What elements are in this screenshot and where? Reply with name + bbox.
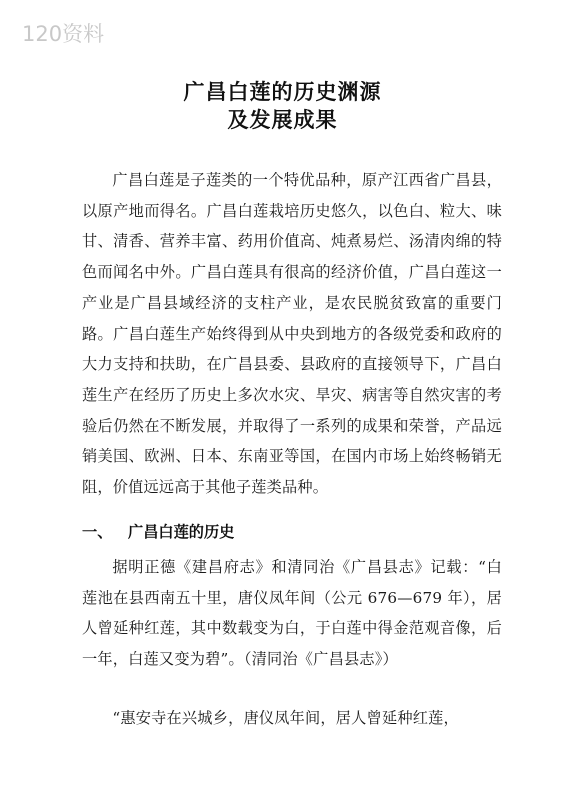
section-heading <box>82 521 234 542</box>
document-title-line-1: 广昌白莲的历史渊源 <box>183 80 382 104</box>
watermark-logo: 120资料 <box>22 22 105 46</box>
history-paragraph-2: “惠安寺在兴城乡，唐仪凤年间，居人曾延种红莲， <box>112 709 459 727</box>
document-title-line-2: 及发展成果 <box>227 108 338 132</box>
section-heading-text: 广昌白莲的历史 <box>128 523 235 541</box>
intro-paragraph: 广昌白莲是子莲类的一个特优品种，原产江西省广昌县，以原产地而得名。广昌白莲栽培历史悠久，以色白、粒大、味甘、清香、营养丰富、药用价值高、炖煮易烂、汤清肉绵的特色而闻名中外。广昌白莲具有很高的经济价值，广昌白莲这一产业是广昌县域经济的支柱产业，是农民脱贫致富的重要门路。广昌白莲生产始终得到从中央到地方的各级党委和政府的大力支持和扶助，在广昌县委、县政府的直接领导下，广昌白莲生产在经历了历史上多次水灾、旱灾、病害等自然灾害的考验后仍然在不断发展，并取得了一系列的成果和荣誉，产品远销美国、欧洲、日本、东南亚等国，在国内市场上始终畅销无阻，价值远远高于其他子莲类品种。 <box>82 171 502 497</box>
section-number: 一、 <box>82 523 113 541</box>
history-paragraph-1: 据明正德《建昌府志》和清同治《广昌县志》记载：“白莲池在县西南五十里，唐仪凤年间（公元 676—679 年），居人曾延种红莲，其中数载变为白，于白莲中得金范观音像，后一年，白莲又变为碧”。（清同治《广昌县志》） <box>82 558 502 669</box>
